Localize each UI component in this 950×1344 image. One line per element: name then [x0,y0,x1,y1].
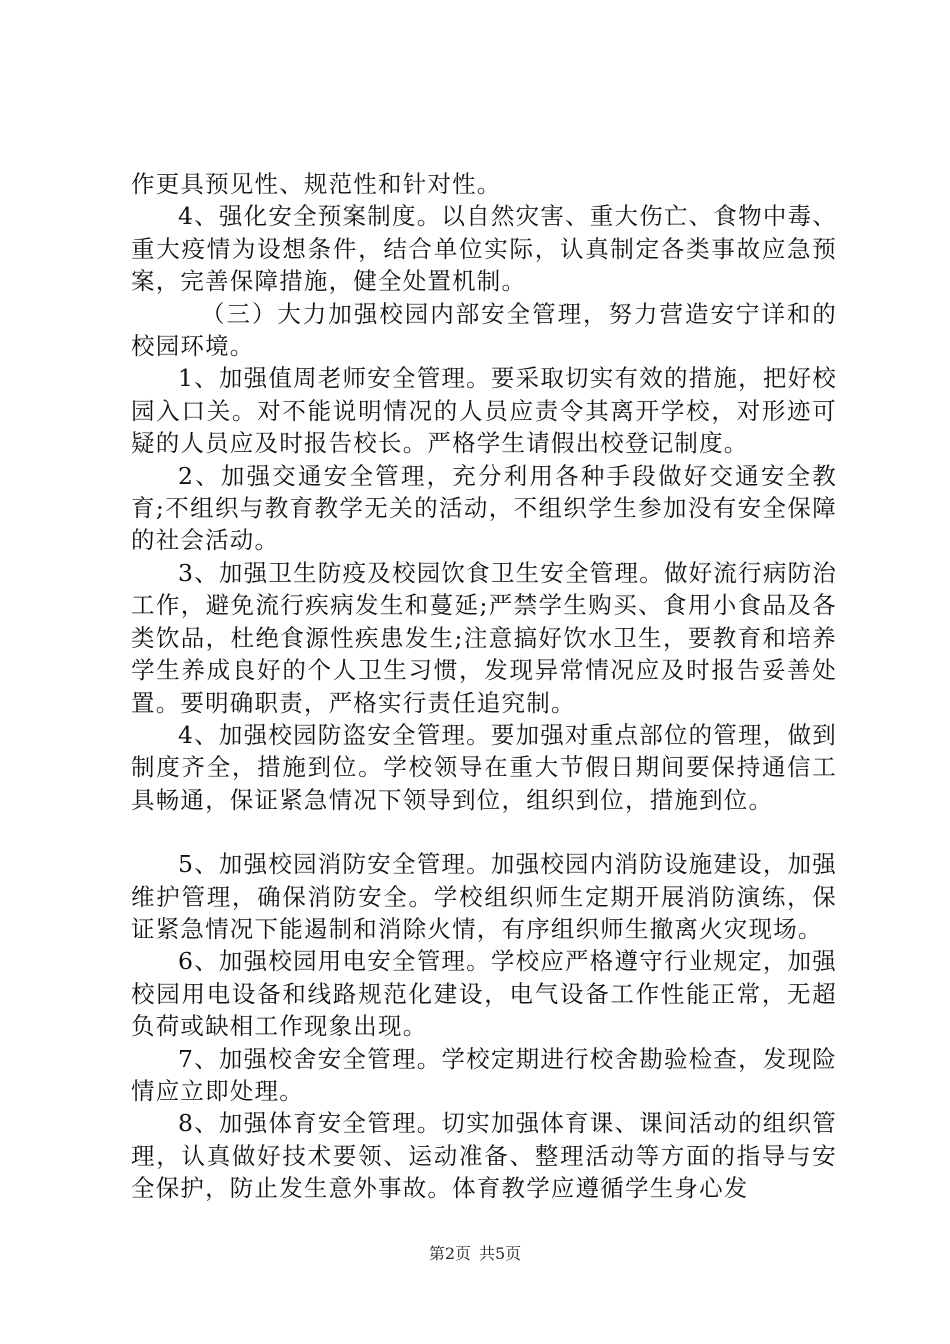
paragraph-item-4-emergency-plan: 4、强化安全预案制度。以自然灾害、重大伤亡、食物中毒、重大疫情为设想条件，结合单位实际，认真制定各类事故应急预案，完善保障措施，健全处置机制。 [131,202,837,296]
paragraph-item-3-hygiene: 3、加强卫生防疫及校园饮食卫生安全管理。做好流行病防治工作，避免流行疾病发生和蔓延;严禁学生购买、食用小食品及各类饮品，杜绝食源性疾患发生;注意搞好饮水卫生，要教育和培养学生养成良好的个人卫生习惯，发现异常情况应及时报告妥善处置。要明确职责，严格实行责任追究制。 [131,558,837,717]
paragraph-item-5-fire: 5、加强校园消防安全管理。加强校园内消防设施建设，加强维护管理，确保消防安全。学校组织师生定期开展消防演练，保证紧急情况下能遏制和消除火情，有序组织师生撤离火灾现场。 [131,850,837,943]
document-body [131,168,837,1205]
page-number-total: 共5页 [479,1244,522,1263]
paragraph-item-1-duty-teacher: 1、加强值周老师安全管理。要采取切实有效的措施，把好校园入口关。对不能说明情况的人员应责令其离开学校，对形迹可疑的人员应及时报告校长。严格学生请假出校登记制度。 [131,364,837,458]
paragraph-item-6-electricity: 6、加强校园用电安全管理。学校应严格遵守行业规定，加强校园用电设备和线路规范化建设，电气设备工作性能正常，无超负荷或缺相工作现象出现。 [131,947,837,1041]
paragraph-item-4-theft: 4、加强校园防盗安全管理。要加强对重点部位的管理，做到制度齐全，措施到位。学校领导在重大节假日期间要保持通信工具畅通，保证紧急情况下领导到位，组织到位，措施到位。 [131,720,837,814]
page-footer [0,1244,950,1264]
paragraph-item-2-traffic: 2、加强交通安全管理，充分利用各种手段做好交通安全教育;不组织与教育教学无关的活动，不组织学生参加没有安全保障的社会活动。 [131,461,837,555]
section-heading-3: （三）大力加强校园内部安全管理，努力营造安宁详和的校园环境。 [131,299,837,361]
page-number-current: 第2页 [428,1244,471,1263]
paragraph-continuation: 作更具预见性、规范性和针对性。 [131,170,502,198]
paragraph-item-7-buildings: 7、加强校舍安全管理。学校定期进行校舍勘验检查，发现险情应立即处理。 [131,1044,837,1105]
paragraph-item-8-sports: 8、加强体育安全管理。切实加强体育课、课间活动的组织管理，认真做好技术要领、运动准备、整理活动等方面的指导与安全保护，防止发生意外事故。体育教学应遵循学生身心发 [131,1109,837,1203]
